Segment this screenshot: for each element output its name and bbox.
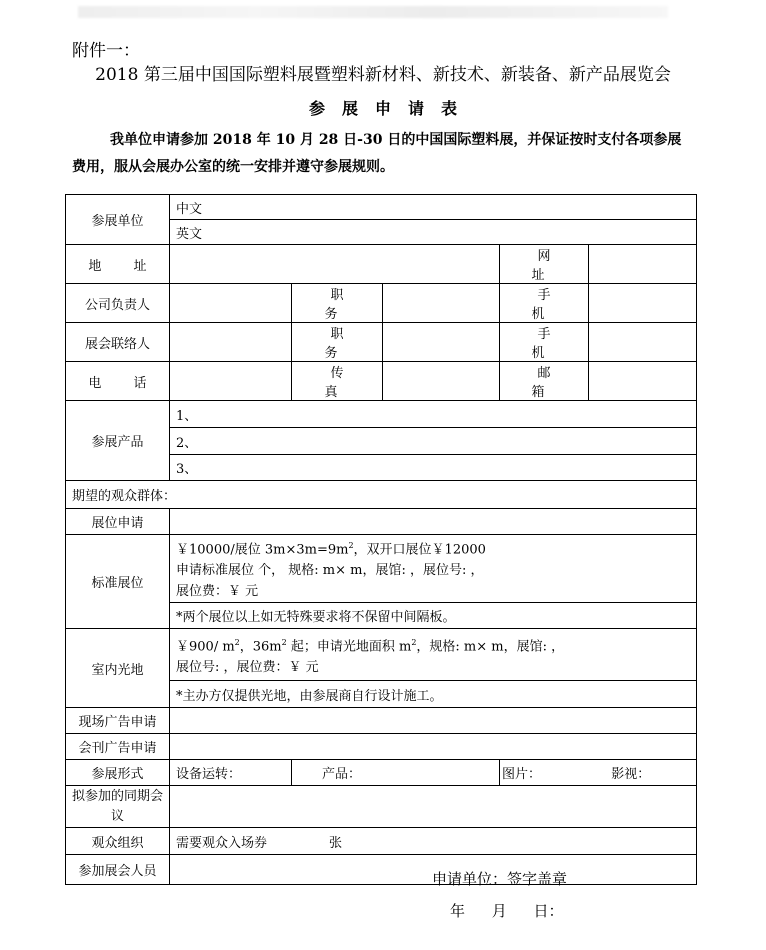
standard-booth-label: 标准展位 xyxy=(66,535,170,629)
application-form xyxy=(65,194,697,885)
product-field-1[interactable]: 1、 xyxy=(170,401,697,428)
exhibitor-label: 参展单位 xyxy=(66,195,170,245)
indoor-space-note: *主办方仅提供光地，由参展商自行设计施工。 xyxy=(170,681,697,708)
tickets-field[interactable]: 需要观众入场券 张 xyxy=(170,828,697,855)
standard-booth-details[interactable]: ￥10000/展位 $3m\times 3m=9m^2$，双开口展位￥12000 申请标准展位 个， 规格: m× m，展馆: ，展位号: ， 展位费：￥ 元 xyxy=(170,535,697,603)
head-position-label: 职 务 xyxy=(292,284,383,323)
indoor-space-details[interactable]: ￥900/ $m^2$，$36m^2$ 起；申请光地面积 $m^2$，规格: m× m，展馆: ， 展位号: ，展位费：￥ 元 xyxy=(170,629,697,681)
exhibit-form-label: 参展形式 xyxy=(66,760,170,786)
contact-position-label: 职 务 xyxy=(292,323,383,362)
booth-apply-field[interactable] xyxy=(170,509,697,535)
equipment-option[interactable]: 设备运转： xyxy=(170,760,292,786)
journal-ads-label: 会刊广告申请 xyxy=(66,734,170,760)
meetings-field[interactable] xyxy=(170,786,697,828)
product-field-3[interactable]: 3、 xyxy=(170,455,697,481)
video-option[interactable]: 影视： xyxy=(611,767,651,783)
onsite-ads-label: 现场广告申请 xyxy=(66,708,170,734)
booth-apply-label: 展位申请 xyxy=(66,509,170,535)
website-label: 网 址 xyxy=(500,245,589,284)
name-english-field[interactable]: 英文 xyxy=(170,220,697,245)
email-field[interactable] xyxy=(589,362,697,401)
email-label: 邮 箱 xyxy=(500,362,589,401)
address-field[interactable] xyxy=(170,245,500,284)
products-label: 参展产品 xyxy=(66,401,170,481)
audience-org-label: 观众组织 xyxy=(66,828,170,855)
annex-label: 附件一： xyxy=(72,41,140,61)
address-label: 地 址 xyxy=(66,245,170,284)
head-mobile-field[interactable] xyxy=(589,284,697,323)
phone-field[interactable] xyxy=(170,362,292,401)
journal-ads-field[interactable] xyxy=(170,734,697,760)
company-head-label: 公司负责人 xyxy=(66,284,170,323)
product-option[interactable]: 产品： xyxy=(292,760,500,786)
fax-label: 传 真 xyxy=(292,362,383,401)
head-position-field[interactable] xyxy=(383,284,500,323)
contact-mobile-label: 手 机 xyxy=(500,323,589,362)
indoor-space-label: 室内光地 xyxy=(66,629,170,708)
name-chinese-field[interactable]: 中文 xyxy=(170,195,697,220)
head-mobile-label: 手 机 xyxy=(500,284,589,323)
contact-field[interactable] xyxy=(170,323,292,362)
meetings-label: 拟参加的同期会议 xyxy=(66,786,170,828)
company-head-field[interactable] xyxy=(170,284,292,323)
audience-field[interactable]: 期望的观众群体： xyxy=(66,481,697,509)
contact-mobile-field[interactable] xyxy=(589,323,697,362)
header-blur xyxy=(78,6,668,18)
contact-position-field[interactable] xyxy=(383,323,500,362)
form-title: 参展申请表 xyxy=(308,99,474,118)
signature-date: 年 月 日： xyxy=(450,902,564,920)
intro-paragraph: 我单位申请参加 2018 年 10 月 28 日-30 日的中国国际塑料展，并保证按时支付各项参展费用，服从会展办公室的统一安排并遵守参展规则。 xyxy=(72,132,682,175)
picture-option[interactable]: 图片： xyxy=(502,767,542,783)
document-title: 2018 第三届中国国际塑料展暨塑料新材料、新技术、新装备、新产品展览会 xyxy=(95,65,671,85)
contact-label: 展会联络人 xyxy=(66,323,170,362)
fax-field[interactable] xyxy=(383,362,500,401)
phone-label: 电 话 xyxy=(66,362,170,401)
onsite-ads-field[interactable] xyxy=(170,708,697,734)
standard-booth-note: *两个展位以上如无特殊要求将不保留中间隔板。 xyxy=(170,603,697,629)
picture-video-options[interactable] xyxy=(500,760,697,786)
website-field[interactable] xyxy=(589,245,697,284)
applicant-signature: 申请单位：签字盖章 xyxy=(432,870,568,888)
product-field-2[interactable]: 2、 xyxy=(170,428,697,455)
attendees-label: 参加展会人员 xyxy=(66,855,170,885)
